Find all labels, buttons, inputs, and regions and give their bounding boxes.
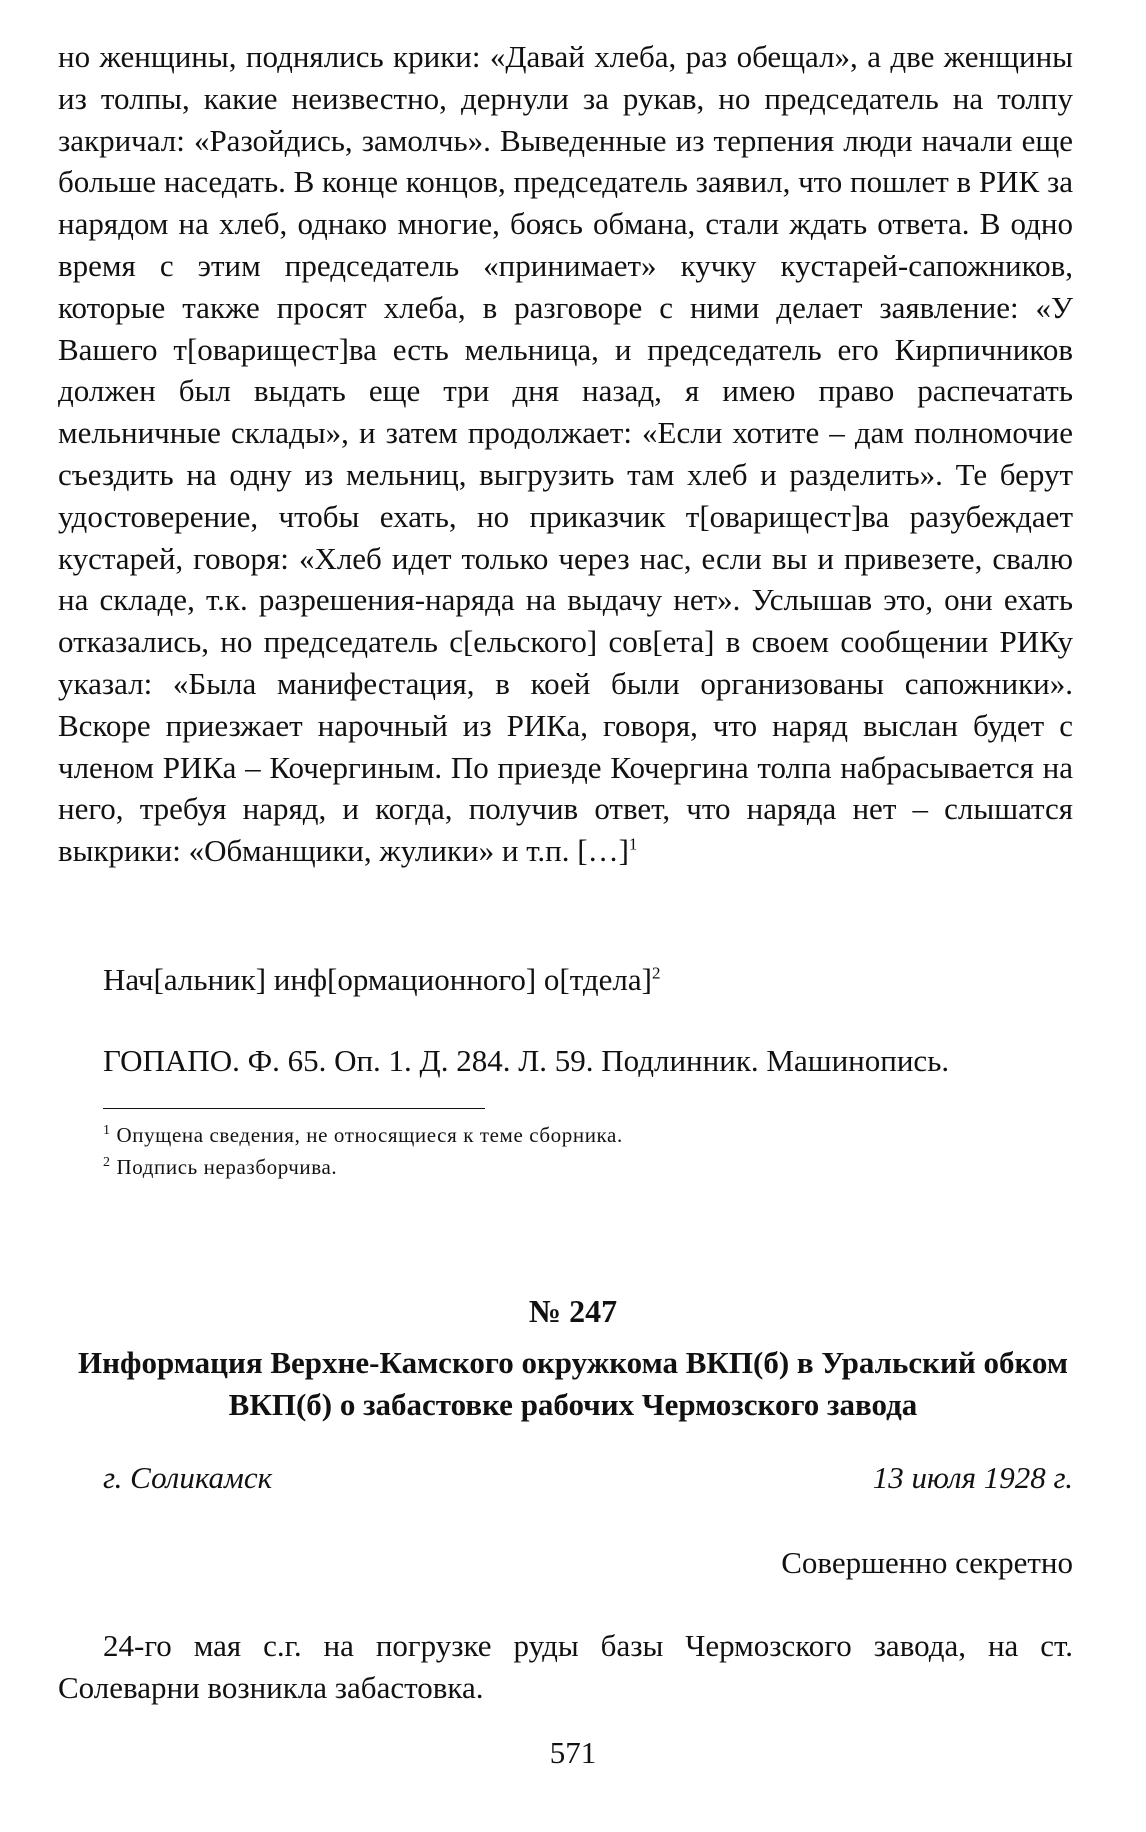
signature-text: Нач[альник] инф[ормационного] о[тдела] <box>103 962 652 997</box>
footnote-2-text: Подпись неразборчива. <box>116 1155 338 1179</box>
continuation-paragraph-text: но женщины, поднялись крики: «Давай хлеба, раз обещал», а две женщины из толпы, какие неизвестно, дернули за рукав, но председатель на толпу закричал: «Разойдись, замолчь». Выведенные из терпения люди начали еще больше наседать. В конце концов, председатель заявил, что пошлет в РИК за нарядом на хлеб, однако многие, боясь обмана, стали ждать ответа. В одно время с этим председатель «принимает» кучку кустарей-сапожников, которые также просят хлеба, в разговоре с ними делает заявление: «У Вашего т[оварищест]ва есть мельница, и председатель его Кирпичников должен был выдать еще три дня назад, я имею право распечатать мельничные склады», и затем продолжает: «Если хотите – дам полномочие съездить на одну из мельниц, выгрузить там хлеб и разделить». Те берут удостоверение, чтобы ехать, но приказчик т[оварищест]ва разубеждает кустарей, говоря: «Хлеб идет только через нас, если вы и привезете, свалю на складе, т.к. разрешения-наряда на выдачу нет». Услышав это, они ехать отказались, но председатель с[ельского] сов[ета] в своем сообщении РИКу указал: «Была манифестация, в коей были организованы сапожники». Вскоре приезжает нарочный из РИКа, говоря, что наряд выслан будет с членом РИКа – Кочергиным. По приезде Кочергина толпа набрасывается на него, требуя наряд, и когда, получив ответ, что наряда нет – слышатся выкрики: «Обманщики, жулики» и т.п. […] <box>58 39 1073 869</box>
continuation-paragraph <box>58 36 1073 872</box>
document-title: Информация Верхне-Камского окружкома ВКП(б) в Уральский обком ВКП(б) о забастовке рабочих Чермозского завода <box>78 1345 1068 1422</box>
footnote-ref-2: 2 <box>651 963 661 983</box>
page-number: 571 <box>549 1735 597 1770</box>
footnote-divider <box>103 1108 485 1109</box>
document-place: г. Соликамск <box>103 1460 273 1495</box>
signature-line <box>103 962 660 998</box>
footnote-2-mark: 2 <box>103 1155 111 1170</box>
opening-paragraph: 24-го мая с.г. на погрузке руды базы Чермозского завода, на ст. Солеварни возникла забастовка. <box>58 1628 1073 1705</box>
archive-reference: ГОПАПО. Ф. 65. Оп. 1. Д. 284. Л. 59. Подлинник. Машинопись. <box>103 1043 950 1078</box>
document-number: № 247 <box>528 1293 618 1329</box>
classification-stamp: Совершенно секретно <box>781 1545 1073 1580</box>
footnote-ref-1: 1 <box>628 834 638 854</box>
footnote-1-text: Опущена сведения, не относящиеся к теме сборника. <box>116 1123 623 1147</box>
footnote-1-mark: 1 <box>103 1123 111 1138</box>
document-date: 13 июля 1928 г. <box>872 1460 1073 1495</box>
footnotes <box>103 1117 623 1181</box>
footnote-1 <box>103 1117 623 1149</box>
footnote-2 <box>103 1149 623 1181</box>
